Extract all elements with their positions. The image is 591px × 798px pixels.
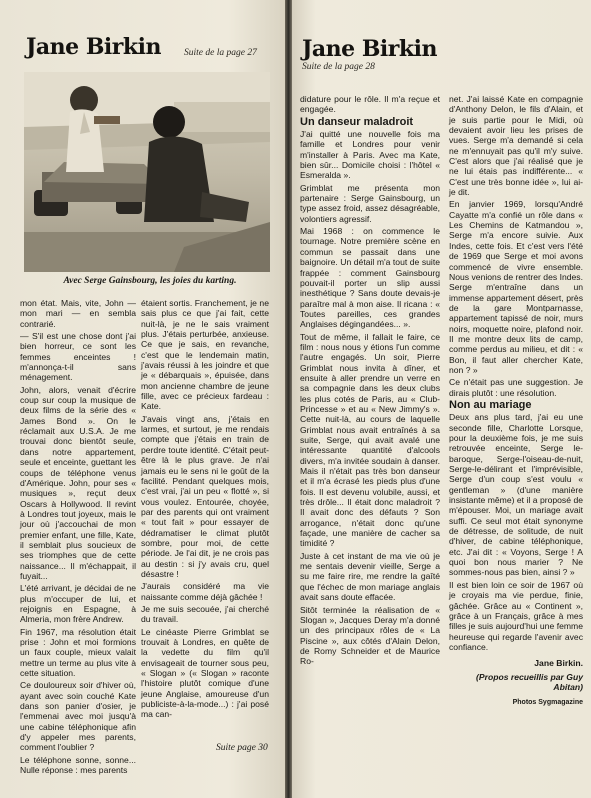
- paragraph: Mai 1968 : on commence le tournage. Notre première scène en commun se passait dans une baignoire. Un détail m'a tout de suite frappée : comment Gainsbourg pouvait-il porter un slip aussi inesthétique ? Sans doute devais-je paraître mal à mon aise. Il ricana : « Toutes pareilles, ces grandes Anglaises dégingandées... ».: [300, 226, 440, 330]
- paragraph: John, alors, venait d'écrire coup sur coup la musique de deux films de la série des « James Bond ». On le réclamait aux U.S.A. Je me trouvai donc bientôt seule, dans notre appartement, seule et enceinte, guettant les coups de téléphone venus d'Amérique. John, pour ses « musiques », reçut deux Oscars à Hollywood. Il revint à Londres tout joyeux, mais le jour où j'accouchai de mon premier enfant, une fille, Kate, il semblait plus soucieux de ses triomphes que de cette naissance... Il m'échappait, il fuyait...: [20, 384, 136, 581]
- continued-note: Suite de la page 28: [302, 62, 375, 72]
- subheading: Un danseur maladroit: [300, 115, 414, 128]
- right-column-1: [300, 94, 440, 669]
- paragraph: didature pour le rôle. Il m'a reçue et engagée.: [300, 94, 440, 115]
- paragraph: J'aurais considéré ma vie naissante comme déjà gâchée !: [141, 581, 269, 602]
- paragraph: Tout de même, il fallait le faire, ce film : nous nous y étions l'un comme l'autre engagés. Un soir, Pierre Grimblat nous invita à dîner, et ensuite à aller prendre un verre en sa compagnie dans les deux clubs les plus cotés de Paris, au « Club-Princesse » et au « New Jimmy's ». Cette nuit-là, au cours de laquelle Grimblat nous avait entraînés à sa suite, Serge, qui avait avalé une intéressante quantité d'alcools divers, m'a invitée soudain à danser. Mais il n'était pas très bon danseur et il m'a écrasé les pieds plus d'une fois. Il est devenu volubile, aussi, et très drôle... Il était donc maladroit ? Il avait donc des défauts ? Son arrogance, n'était donc qu'une façade, une manière de cacher sa timidité ?: [300, 331, 440, 549]
- paragraph: net. J'ai laissé Kate en compagnie d'Anthony Delon, le fils d'Alain, et je suis partie pour le Midi, où devaient avoir lieu les prises de vues. Serge m'a demandé si cela ne m'ennuyait pas qu'il m'y suive. C'est alors que j'ai réalisé que je ne lui étais pas indifférente... « C'est une très bonne idée », lui ai-je dit.: [449, 94, 583, 198]
- paragraph: Il est bien loin ce soir de 1967 où je croyais ma vie perdue, finie, gâchée. Grâce au « Continent », grâce à un Français, grâce à mes filles je suis aujourd'hui une femme heureuse qui regarde l'avenir avec confiance.: [449, 579, 583, 652]
- paragraph: Le cinéaste Pierre Grimblat se trouvait à Londres, en quête de la vedette du film qu'il envisageait de tourner sous peu, « Slogan » (« Slogan » racontе l'histoire plutôt comique d'une jeune Anglaise, amoureuse d'un publiciste-à-la-mode...) : j'ai posé ma can-: [141, 626, 269, 720]
- left-page: [0, 0, 285, 798]
- page-gutter: [285, 0, 292, 798]
- paragraph: — S'il est une chose dont j'ai bien horreur, ce sont les femmes enceintes ! m'annonça-t-il sans ménagement.: [20, 331, 136, 383]
- subheading: Non au mariage: [449, 398, 532, 411]
- paragraph: étaient sortis. Franchement, je ne sais plus ce que j'ai fait, cette nuit-là, je ne le sais vraiment plus. J'étais perturbée, anxieuse. Ce que je sais, en revanche, c'est que le lendemain matin, j'avais réussi à les joindre et que je « débarquais », épuisée, dans mon ancienne chambre de jeune fille, avec ce précieux fardeau : Kate.: [141, 298, 269, 412]
- page-title: Jane Birkin: [302, 36, 437, 62]
- left-column-2: [141, 298, 269, 722]
- left-column-1: [20, 298, 136, 777]
- interview-credit: (Propos recueillis par Guy Abitan): [476, 671, 583, 692]
- paragraph: L'été arrivant, je décidai de ne plus m'occuper de lui, et rejoignis en Espagne, à Almeria, mon frère Andrew.: [20, 583, 136, 625]
- karting-photo-image: [24, 72, 270, 272]
- paragraph: Fin 1967, ma résolution était prise : John et moi formions un faux couple, mieux valait mettre un terme au plus vite à cette situation.: [20, 626, 136, 679]
- photo-caption: Avec Serge Gainsbourg, les joies du karting.: [63, 276, 237, 286]
- paragraph: Deux ans plus tard, j'ai eu une seconde fille, Charlotte Lorsque, pour la deuxième fois, je me suis retrouvée enceinte, Serge le-baroque, Serge-l'oiseau-de-nuit, Serge-le-délirant et l'imprévisible, Serge d'un coup s'est voulu « gentleman » (d'une manière insistante même) et il a proposé de m'épouser. Moi, un mariage avait suffi. Ce seul mot était synonyme de détresse, de solitude, de nuit d'hiver, de cabine téléphonique, etc. J'ai dit : « Voyons, Serge ! A quoi bon nous marier ? Ne sommes-nous pas bien, ainsi ? »: [449, 412, 583, 578]
- continued-page-note: Suite page 30: [216, 743, 268, 753]
- paragraph: Sitôt terminée la réalisation de « Slogan », Jacques Deray m'a donné un des principaux rôles de « La Piscine », aux côtés d'Alain Delon, de Romy Schneider et de Maurice Ro-: [300, 604, 440, 667]
- paragraph: En janvier 1969, lorsqu'André Cayatte m'a confié un rôle dans « Les Chemins de Katmandou », Serge m'a encore suivie. Aux Indes, cette fois. Et c'est vers l'été de 1969 que Serge et moi avons commencé de vivre ensemble. Nous venions de rentrer des Indes. Serge m'entraîne dans un immense appartement désert, près de la gare Montparnasse, appartement tapissé de noir, murs noirs, moquette noire, plafond noir. Il me montre deux lits de camp, comme perdus au milieu, et dit : « Bon, il faut aller chercher Kate, non ? »: [449, 199, 583, 375]
- continued-note: Suite de la page 27: [184, 48, 257, 58]
- karting-photo: [24, 72, 270, 272]
- paragraph: Ce douloureux soir d'hiver où, ayant avec soin couché Kate dans son panier d'osier, je l'emmenai avec moi jusqu'à une cabine téléphonique afin d'y appeler mes parents, comment l'oublier ?: [20, 680, 136, 753]
- paragraph: Le téléphone sonne, sonne... Nulle réponse : mes parents: [20, 754, 136, 776]
- signature: Jane Birkin.: [534, 658, 583, 669]
- right-column-2: [449, 94, 583, 709]
- photo-credit: Photos Sygmagazine: [512, 699, 583, 707]
- paragraph: Grimblat me présenta mon partenaire : Serge Gainsbourg, un type assez froid, assez désagréable, volontiers agressif.: [300, 182, 440, 224]
- paragraph: Je me suis secouée, j'ai cherché du travail.: [141, 603, 269, 625]
- page-title: Jane Birkin: [26, 34, 161, 60]
- paragraph: Ce n'était pas une suggestion. Je dirais plutôt : une résolution.: [449, 377, 583, 398]
- paragraph: J'avais vingt ans, j'étais en larmes, et surtout, je me rendais compte que j'étais en train de perdre toute identité. C'était peut-être là le plus grave. Je n'ai jamais eu le sens ni le goût de la facilité. Pendant quelques mois, c'est vrai, j'ai un peu « flotté », si vous voulez. Entourée, choyée, par des parents qui ont vraiment « tout fait » pour essayer de dédramatiser le climat plutôt sombre, pour moi, de cette période. Je l'ai dit, je ne crois pas au destin : si j'y avais cru, quel désastre !: [141, 413, 269, 579]
- paragraph: mon état. Mais, vite, John — mon mari — en sembla contrarié.: [20, 298, 136, 329]
- right-page: [292, 0, 591, 798]
- paragraph: Juste à cet instant de ma vie où je me sentais devenir vieille, Serge a su me faire rire, me rendre la gaîté que l'échec de mon mariage anglais avait sans doute effacée.: [300, 550, 440, 603]
- paragraph: J'ai quitté une nouvelle fois ma famille et Londres pour venir m'installer à Paris. Avec ma Kate, bien sûr... Domicile choisi : l'hôtel « Esmeralda ».: [300, 129, 440, 181]
